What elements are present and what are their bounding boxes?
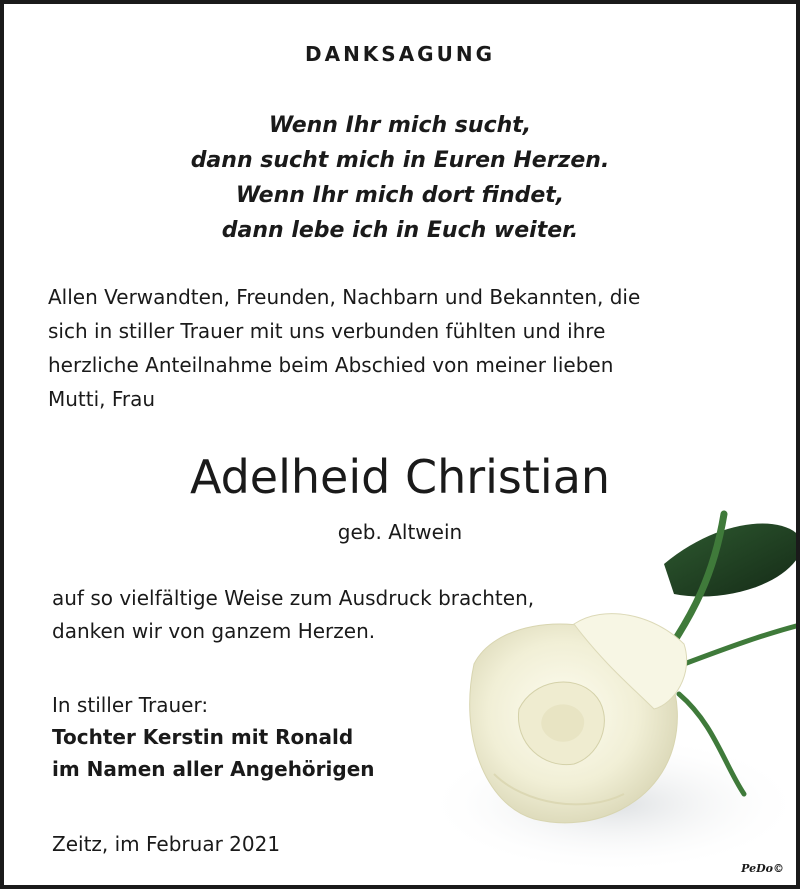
designer-signature: PeDo© <box>741 862 784 875</box>
intro-paragraph <box>48 280 748 416</box>
intro-line: sich in stiller Trauer mit uns verbunden fühlten und ihre <box>48 319 606 343</box>
intro-line: herzliche Anteilnahme beim Abschied von meiner lieben <box>48 353 614 377</box>
intro-line: Mutti, Frau <box>48 387 156 411</box>
verse-line: Wenn Ihr mich sucht, <box>268 113 532 138</box>
place-date: Zeitz, im Februar 2021 <box>52 832 281 856</box>
deceased-name: Adelheid Christian <box>189 450 611 504</box>
thanks-paragraph <box>52 582 534 648</box>
intro-line: Allen Verwandten, Freunden, Nachbarn und Bekannten, die <box>48 285 641 309</box>
thanks-line: auf so vielfältige Weise zum Ausdruck brachten, <box>52 586 535 610</box>
notice-heading: DANKSAGUNG <box>304 42 495 66</box>
verse-block <box>4 108 796 248</box>
thanks-line: danken wir von ganzem Herzen. <box>52 619 376 643</box>
signoff-intro: In stiller Trauer: <box>52 693 209 717</box>
mourner-line: im Namen aller Angehörigen <box>52 757 375 781</box>
verse-line: Wenn Ihr mich dort findet, <box>235 183 565 208</box>
mourner-line: Tochter Kerstin mit Ronald <box>52 725 354 749</box>
verse-line: dann lebe ich in Euch weiter. <box>221 218 579 243</box>
verse-line: dann sucht mich in Euren Herzen. <box>190 148 610 173</box>
maiden-name: geb. Altwein <box>337 520 463 544</box>
signoff-block <box>52 689 375 785</box>
